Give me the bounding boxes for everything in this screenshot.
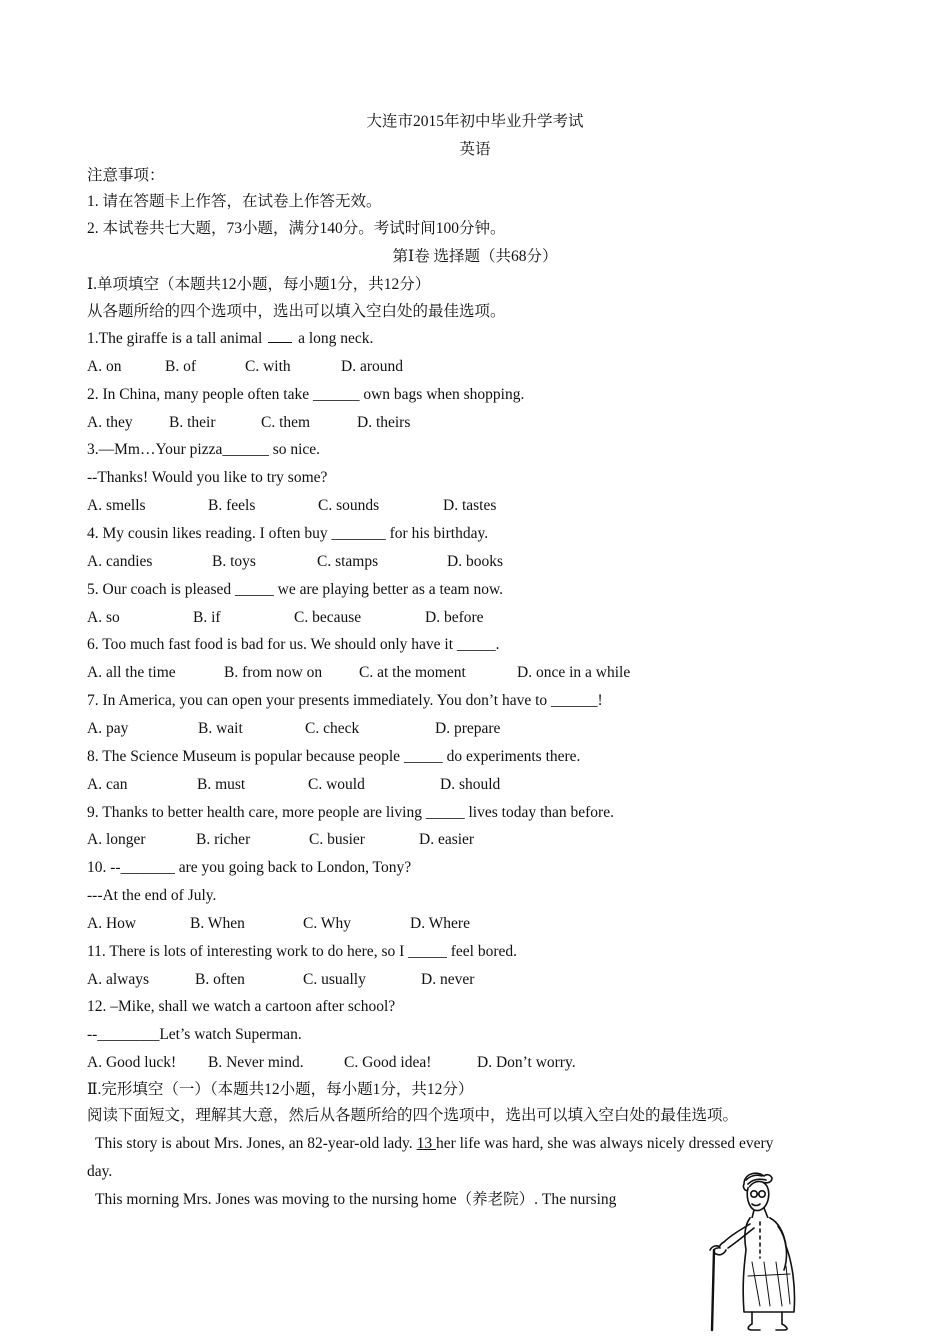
question-7: 7. In America, you can open your presents immediately. You don’t have to ______! <box>87 692 603 709</box>
part1-title: 第Ⅰ卷 选择题（共68分） <box>392 248 558 265</box>
notice-heading: 注意事项： <box>87 167 165 184</box>
option-b: B. from now on <box>224 664 323 681</box>
option-a: A. they <box>87 414 133 431</box>
question-10-reply: ---At the end of July. <box>87 887 217 904</box>
question-11: 11. There is lots of interesting work to do here, so I _____ feel bored. <box>87 943 518 960</box>
option-a: A. smells <box>87 497 146 514</box>
option-a: A. candies <box>87 553 153 570</box>
option-b: B. wait <box>198 720 243 737</box>
option-d: D. books <box>447 553 503 570</box>
section2-title: Ⅱ.完形填空（一）（本题共12小题，每小题1分，共12分） <box>87 1081 474 1098</box>
section2-instruction: 阅读下面短文，理解其大意，然后从各题所给的四个选项中，选出可以填入空白处的最佳选项。 <box>87 1107 739 1124</box>
question-5: 5. Our coach is pleased _____ we are playing better as a team now. <box>87 581 504 598</box>
passage-text: her life was hard, she was always nicely dressed every <box>435 1135 774 1152</box>
option-b: B. richer <box>196 831 251 848</box>
passage-paragraph-1 <box>95 1134 773 1154</box>
option-d: D. Don’t worry. <box>477 1054 576 1071</box>
section1-instruction: 从各题所给的四个选项中，选出可以填入空白处的最佳选项。 <box>87 303 506 320</box>
question-2: 2. In China, many people often take ______ own bags when shopping. <box>87 386 525 403</box>
question-9: 9. Thanks to better health care, more people are living _____ lives today than before. <box>87 804 614 821</box>
option-d: D. around <box>341 358 403 375</box>
option-c: C. because <box>294 609 362 626</box>
option-c: C. would <box>308 776 365 793</box>
option-a: A. so <box>87 609 120 626</box>
option-d: D. Where <box>410 915 470 932</box>
question-1 <box>87 329 373 349</box>
option-b: B. Never mind. <box>208 1054 304 1071</box>
option-c: C. at the moment <box>359 664 466 681</box>
passage-paragraph-1-cont: day. <box>87 1163 113 1180</box>
option-a: A. all the time <box>87 664 176 681</box>
exam-subject: 英语 <box>459 141 491 158</box>
option-b: B. if <box>193 609 221 626</box>
passage-text: This story is about Mrs. Jones, an 82-year-old lady. <box>95 1135 417 1152</box>
option-d: D. prepare <box>435 720 501 737</box>
option-b: B. must <box>197 776 246 793</box>
question-3-reply: --Thanks! Would you like to try some? <box>87 469 328 486</box>
option-c: C. them <box>261 414 311 431</box>
answer-blank-13: 13 <box>416 1135 436 1152</box>
option-c: C. check <box>305 720 360 737</box>
option-d: D. theirs <box>357 414 411 431</box>
option-c: C. usually <box>303 971 366 988</box>
option-c: C. Good idea! <box>344 1054 432 1071</box>
option-a: A. on <box>87 358 122 375</box>
option-a: A. can <box>87 776 128 793</box>
option-a: A. always <box>87 971 149 988</box>
option-c: C. busier <box>309 831 365 848</box>
option-d: D. tastes <box>443 497 497 514</box>
option-a: A. How <box>87 915 137 932</box>
question-text: 1.The giraffe is a tall animal <box>87 330 267 347</box>
section1-title: Ⅰ.单项填空（本题共12小题，每小题1分，共12分） <box>87 276 431 293</box>
option-c: C. with <box>245 358 291 375</box>
option-d: D. easier <box>419 831 475 848</box>
option-d: D. should <box>440 776 501 793</box>
option-b: B. toys <box>212 553 256 570</box>
option-b: B. feels <box>208 497 256 514</box>
question-3: 3.—Mm…Your pizza______ so nice. <box>87 441 321 458</box>
option-b: B. When <box>190 915 245 932</box>
option-a: A. Good luck! <box>87 1054 177 1071</box>
option-d: D. once in a while <box>517 664 631 681</box>
option-a: A. pay <box>87 720 129 737</box>
question-6: 6. Too much fast food is bad for us. We should only have it _____. <box>87 636 500 653</box>
question-12: 12. –Mike, shall we watch a cartoon after school? <box>87 998 396 1015</box>
question-4: 4. My cousin likes reading. I often buy _______ for his birthday. <box>87 525 489 542</box>
notice-item: 1. 请在答题卡上作答，在试卷上作答无效。 <box>87 193 382 210</box>
option-a: A. longer <box>87 831 146 848</box>
option-c: C. stamps <box>317 553 379 570</box>
question-12-reply: --________Let’s watch Superman. <box>87 1026 302 1043</box>
question-text: a long neck. <box>294 330 374 347</box>
option-d: D. never <box>421 971 475 988</box>
answer-blank <box>268 330 292 343</box>
option-c: C. sounds <box>318 497 380 514</box>
option-c: C. Why <box>303 915 351 932</box>
notice-item: 2. 本试卷共七大题，73小题，满分140分。考试时间100分钟。 <box>87 220 506 237</box>
option-b: B. their <box>169 414 216 431</box>
option-b: B. often <box>195 971 245 988</box>
question-8: 8. The Science Museum is popular because people _____ do experiments there. <box>87 748 581 765</box>
option-b: B. of <box>165 358 196 375</box>
elderly-woman-with-cane-icon <box>700 1166 830 1336</box>
question-10: 10. --_______ are you going back to London, Tony? <box>87 859 412 876</box>
exam-title: 大连市2015年初中毕业升学考试 <box>366 113 584 130</box>
passage-paragraph-2: This morning Mrs. Jones was moving to the nursing home（养老院）. The nursing <box>95 1191 617 1208</box>
option-d: D. before <box>425 609 484 626</box>
